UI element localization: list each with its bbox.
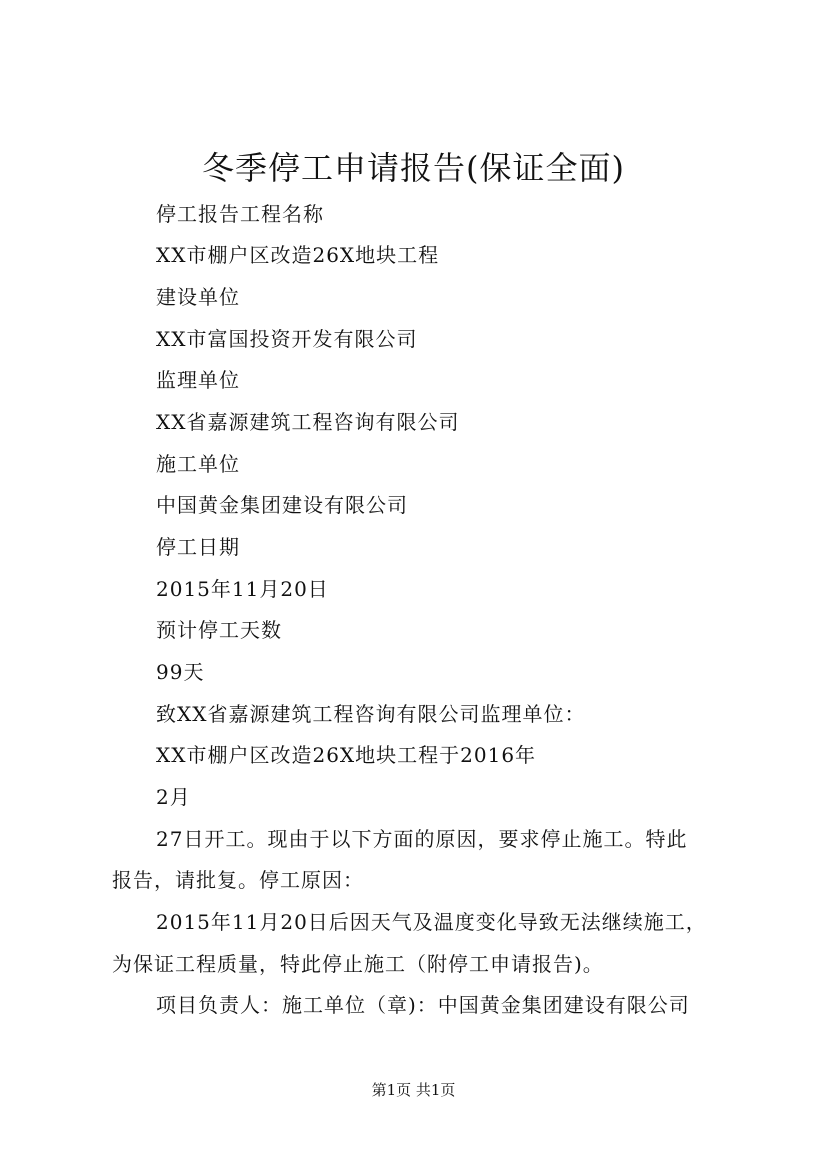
body-line-month: 2月 <box>156 785 191 809</box>
paragraph-1-line-2: 报告，请批复。停工原因： <box>112 868 364 892</box>
label-builder-unit: 施工单位 <box>156 452 240 476</box>
value-builder-unit: 中国黄金集团建设有限公司 <box>156 493 408 517</box>
label-construction-unit: 建设单位 <box>156 285 240 309</box>
value-estimated-days: 99天 <box>156 660 205 684</box>
value-stop-date: 2015年11月20日 <box>156 577 329 601</box>
paragraph-2-line-2: 为保证工程质量，特此停止施工（附停工申请报告)。 <box>112 952 604 976</box>
label-stop-date: 停工日期 <box>156 535 240 559</box>
body-line-project: XX市棚户区改造26X地块工程于2016年 <box>156 743 537 767</box>
signature-line: 项目负责人：施工单位（章)：中国黄金集团建设有限公司 <box>156 993 690 1017</box>
value-construction-unit: XX市富国投资开发有限公司 <box>156 327 418 351</box>
value-supervision-unit: XX省嘉源建筑工程咨询有限公司 <box>156 410 460 434</box>
paragraph-2-line-1: 2015年11月20日后因天气及温度变化导致无法继续施工， <box>156 910 707 934</box>
label-estimated-days: 预计停工天数 <box>156 618 282 642</box>
paragraph-1-line-1: 27日开工。现由于以下方面的原因，要求停止施工。特此 <box>156 827 688 851</box>
label-supervision-unit: 监理单位 <box>156 368 240 392</box>
value-project-name: XX市棚户区改造26X地块工程 <box>156 243 440 267</box>
label-project-name: 停工报告工程名称 <box>156 202 324 226</box>
document-title: 冬季停工申请报告(保证全面) <box>202 149 625 187</box>
page-footer: 第1页 共1页 <box>371 1081 456 1099</box>
salutation: 致XX省嘉源建筑工程咨询有限公司监理单位： <box>156 702 586 726</box>
